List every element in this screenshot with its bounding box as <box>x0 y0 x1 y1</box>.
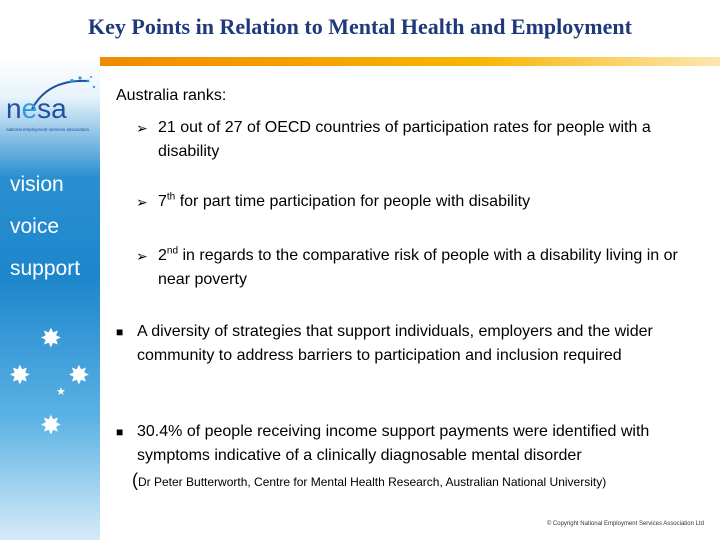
nesa-logo <box>6 75 96 135</box>
slide-title: Key Points in Relation to Mental Health and Employment <box>88 14 632 39</box>
star-icon: ✸ <box>40 323 62 353</box>
rank-item <box>136 244 696 292</box>
bullet-item <box>116 320 696 368</box>
tagline-voice: voice <box>10 215 60 238</box>
intro-text: Australia ranks: <box>116 87 227 104</box>
rank-text: 7th for part time participation for people with disability <box>158 191 531 210</box>
accent-bar <box>100 57 720 66</box>
bullet-text: A diversity of strategies that support individuals, employers and the wider community to address barriers to participation and inclusion required <box>137 323 653 364</box>
tagline-vision: vision <box>10 173 64 196</box>
sidebar <box>0 57 100 540</box>
rank-text: 21 out of 27 of OECD countries of participation rates for people with a disability <box>158 119 651 160</box>
citation: (Dr Peter Butterworth, Centre for Mental Health Research, Australian National University) <box>132 470 607 490</box>
star-icon: ★ <box>56 386 66 398</box>
tagline-support: support <box>10 257 81 280</box>
bullet-item <box>116 420 696 468</box>
arrow-bullet-icon: ➢ <box>136 248 148 264</box>
star-icon: ✸ <box>9 360 31 390</box>
star-icon: ✸ <box>40 410 62 440</box>
rank-text: 2nd in regards to the comparative risk of people with a disability living in or near poverty <box>158 245 678 288</box>
copyright-footer: © Copyright National Employment Services Association Ltd <box>546 521 704 527</box>
square-bullet-icon: ■ <box>116 425 124 439</box>
logo-subtitle: national employment services association <box>6 127 90 132</box>
rank-item <box>136 116 696 164</box>
bullet-text: 30.4% of people receiving income support payments were identified with symptoms indicative of a clinically diagnosable mental disorder <box>137 423 650 464</box>
square-bullet-icon: ■ <box>116 325 124 339</box>
logo-wordmark: nesa <box>6 93 67 124</box>
rank-item <box>136 190 696 214</box>
arrow-bullet-icon: ➢ <box>136 194 148 210</box>
arrow-bullet-icon: ➢ <box>136 120 148 136</box>
star-icon: ✸ <box>68 360 90 390</box>
